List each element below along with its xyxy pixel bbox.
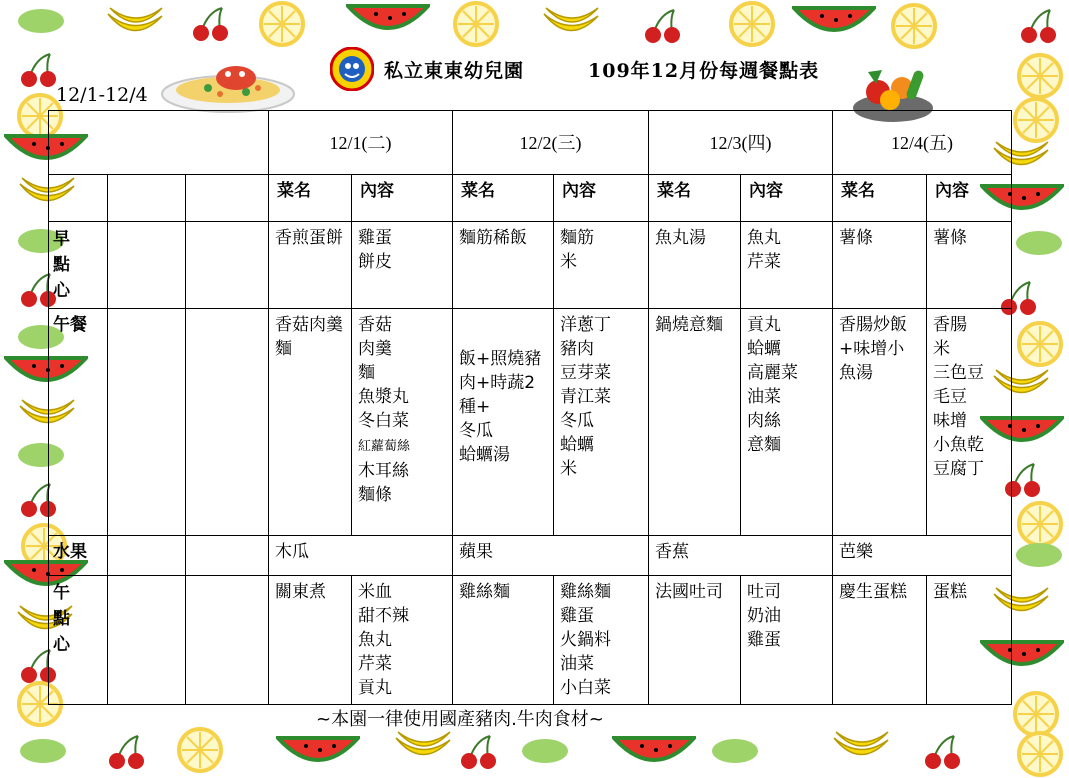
fruit-row — [49, 536, 1012, 576]
fruit-day3: 香蕉 — [649, 536, 833, 576]
school-logo-icon — [330, 47, 374, 91]
lunch-label: 午餐 — [49, 309, 108, 536]
blank-cell — [186, 536, 269, 576]
footer-note: ~本園一律使用國產豬肉.牛肉食材~ — [316, 709, 604, 730]
lemon-icon — [1016, 52, 1064, 100]
lunch-dish-day2: 飯+照燒豬肉+時蔬2種+ 冬瓜 蛤蠣湯 — [453, 309, 554, 536]
dish-label: 菜名 — [649, 175, 741, 222]
breakfast-row — [49, 222, 1012, 309]
date-row — [49, 111, 1012, 175]
leaf-icon — [18, 736, 68, 766]
leaf-icon — [710, 736, 760, 766]
afternoon-ingredients-day4: 蛋糕 — [927, 576, 1012, 705]
lunch-ingredients-day2: 洋蔥丁 豬肉 豆芽菜 青江菜 冬瓜 蛤蠣 米 — [554, 309, 649, 536]
date-row-blank — [49, 111, 269, 175]
blank-cell — [186, 222, 269, 309]
lunch-ingredients-day4: 香腸 米 三色豆 毛豆 味增 小魚乾 豆腐丁 — [927, 309, 1012, 536]
breakfast-dish-day3: 魚丸湯 — [649, 222, 741, 309]
blank-cell — [108, 309, 186, 536]
ingredients-label: 內容 — [554, 175, 649, 222]
breakfast-dish-day2: 麵筋稀飯 — [453, 222, 554, 309]
breakfast-ingredients-day1: 雞蛋 餅皮 — [352, 222, 453, 309]
ingredient-line: 紅蘿蔔絲 — [358, 439, 411, 454]
lemon-icon — [1016, 320, 1064, 368]
ingredient-line: 木耳絲 — [358, 461, 409, 481]
watermelon-icon — [346, 4, 430, 34]
watermelon-icon — [792, 6, 876, 36]
ingredient-line: 魚漿丸 — [358, 387, 409, 407]
blank-cell — [186, 175, 269, 222]
lemon-icon — [1012, 96, 1060, 144]
fruit-day4: 芭樂 — [833, 536, 1012, 576]
breakfast-ingredients-day4: 薯條 — [927, 222, 1012, 309]
ingredient-line: 麵條 — [358, 485, 392, 505]
ingredient-line: 肉羹 — [358, 339, 392, 359]
lunch-dish-day1: 香菇肉羹麵 — [269, 309, 352, 536]
date-header-day1: 12/1(二) — [269, 111, 453, 175]
blank-cell — [108, 576, 186, 705]
cherry-icon — [456, 734, 502, 770]
afternoon-snack-label: 午 點 心 — [49, 576, 108, 705]
ingredient-line: 麵 — [358, 363, 375, 383]
leaf-icon — [1014, 540, 1064, 570]
watermelon-icon — [612, 736, 696, 766]
lemon-icon — [452, 0, 500, 48]
afternoon-dish-day2: 雞絲麵 — [453, 576, 554, 705]
watermelon-icon — [276, 736, 360, 766]
blank-cell — [49, 175, 108, 222]
leaf-icon — [1014, 228, 1064, 258]
breakfast-dish-day4: 薯條 — [833, 222, 927, 309]
leaf-icon — [520, 736, 570, 766]
ingredient-line: 冬白菜 — [358, 411, 409, 431]
fruit-day2: 蘋果 — [453, 536, 649, 576]
blank-cell — [108, 175, 186, 222]
breakfast-ingredients-day2: 麵筋 米 — [554, 222, 649, 309]
afternoon-dish-day1: 關東煮 — [269, 576, 352, 705]
lunch-ingredients-day3: 貢丸 蛤蠣 高麗菜 油菜 肉絲 意麵 — [741, 309, 833, 536]
lemon-icon — [176, 726, 224, 774]
cherry-icon — [920, 734, 966, 770]
cherry-icon — [188, 6, 234, 42]
cherry-icon — [16, 52, 62, 88]
cherry-icon — [640, 8, 686, 44]
menu-title: 109年12月份每週餐點表 — [588, 59, 820, 82]
ingredients-label: 內容 — [741, 175, 833, 222]
ingredients-label: 內容 — [352, 175, 453, 222]
lunch-dish-day3: 鍋燒意麵 — [649, 309, 741, 536]
breakfast-ingredients-day3: 魚丸 芹菜 — [741, 222, 833, 309]
lunch-dish-day4: 香腸炒飯+味增小魚湯 — [833, 309, 927, 536]
afternoon-ingredients-day1: 米血 甜不辣 魚丸 芹菜 貢丸 — [352, 576, 453, 705]
weekly-menu-table — [48, 110, 1012, 705]
afternoon-snack-row — [49, 576, 1012, 705]
fruit-day1: 木瓜 — [269, 536, 453, 576]
blank-cell — [108, 222, 186, 309]
dish-label: 菜名 — [833, 175, 927, 222]
fried-rice-plate-icon — [158, 58, 298, 118]
date-header-day4: 12/4(五) — [833, 111, 1012, 175]
lemon-icon — [1016, 730, 1064, 778]
breakfast-label: 早 點 心 — [49, 222, 108, 309]
dish-label: 菜名 — [269, 175, 352, 222]
blank-cell — [108, 536, 186, 576]
afternoon-dish-day3: 法國吐司 — [649, 576, 741, 705]
week-range: 12/1-12/4 — [56, 84, 148, 106]
afternoon-ingredients-day2: 雞絲麵 雞蛋 火鍋料 油菜 小白菜 — [554, 576, 649, 705]
dish-label: 菜名 — [453, 175, 554, 222]
lemon-icon — [728, 0, 776, 48]
lemon-icon — [890, 2, 938, 50]
fruit-label: 水果 — [49, 536, 108, 576]
banana-icon — [830, 730, 892, 766]
column-label-row — [49, 175, 1012, 222]
banana-icon — [392, 730, 454, 766]
ingredient-line: 香菇 — [358, 315, 392, 335]
cherry-icon — [104, 734, 150, 770]
afternoon-ingredients-day3: 吐司 奶油 雞蛋 — [741, 576, 833, 705]
banana-icon — [540, 6, 602, 42]
lemon-icon — [258, 0, 306, 48]
page-header — [330, 52, 819, 86]
date-header-day3: 12/3(四) — [649, 111, 833, 175]
ingredients-label: 內容 — [927, 175, 1012, 222]
banana-icon — [104, 6, 166, 42]
lunch-row — [49, 309, 1012, 536]
school-name: 私立東東幼兒園 — [384, 59, 525, 82]
date-header-day2: 12/2(三) — [453, 111, 649, 175]
cherry-icon — [1016, 8, 1062, 44]
leaf-icon — [16, 6, 66, 36]
breakfast-dish-day1: 香煎蛋餅 — [269, 222, 352, 309]
blank-cell — [186, 309, 269, 536]
lunch-ingredients-day1 — [352, 309, 453, 536]
afternoon-dish-day4: 慶生蛋糕 — [833, 576, 927, 705]
blank-cell — [186, 576, 269, 705]
